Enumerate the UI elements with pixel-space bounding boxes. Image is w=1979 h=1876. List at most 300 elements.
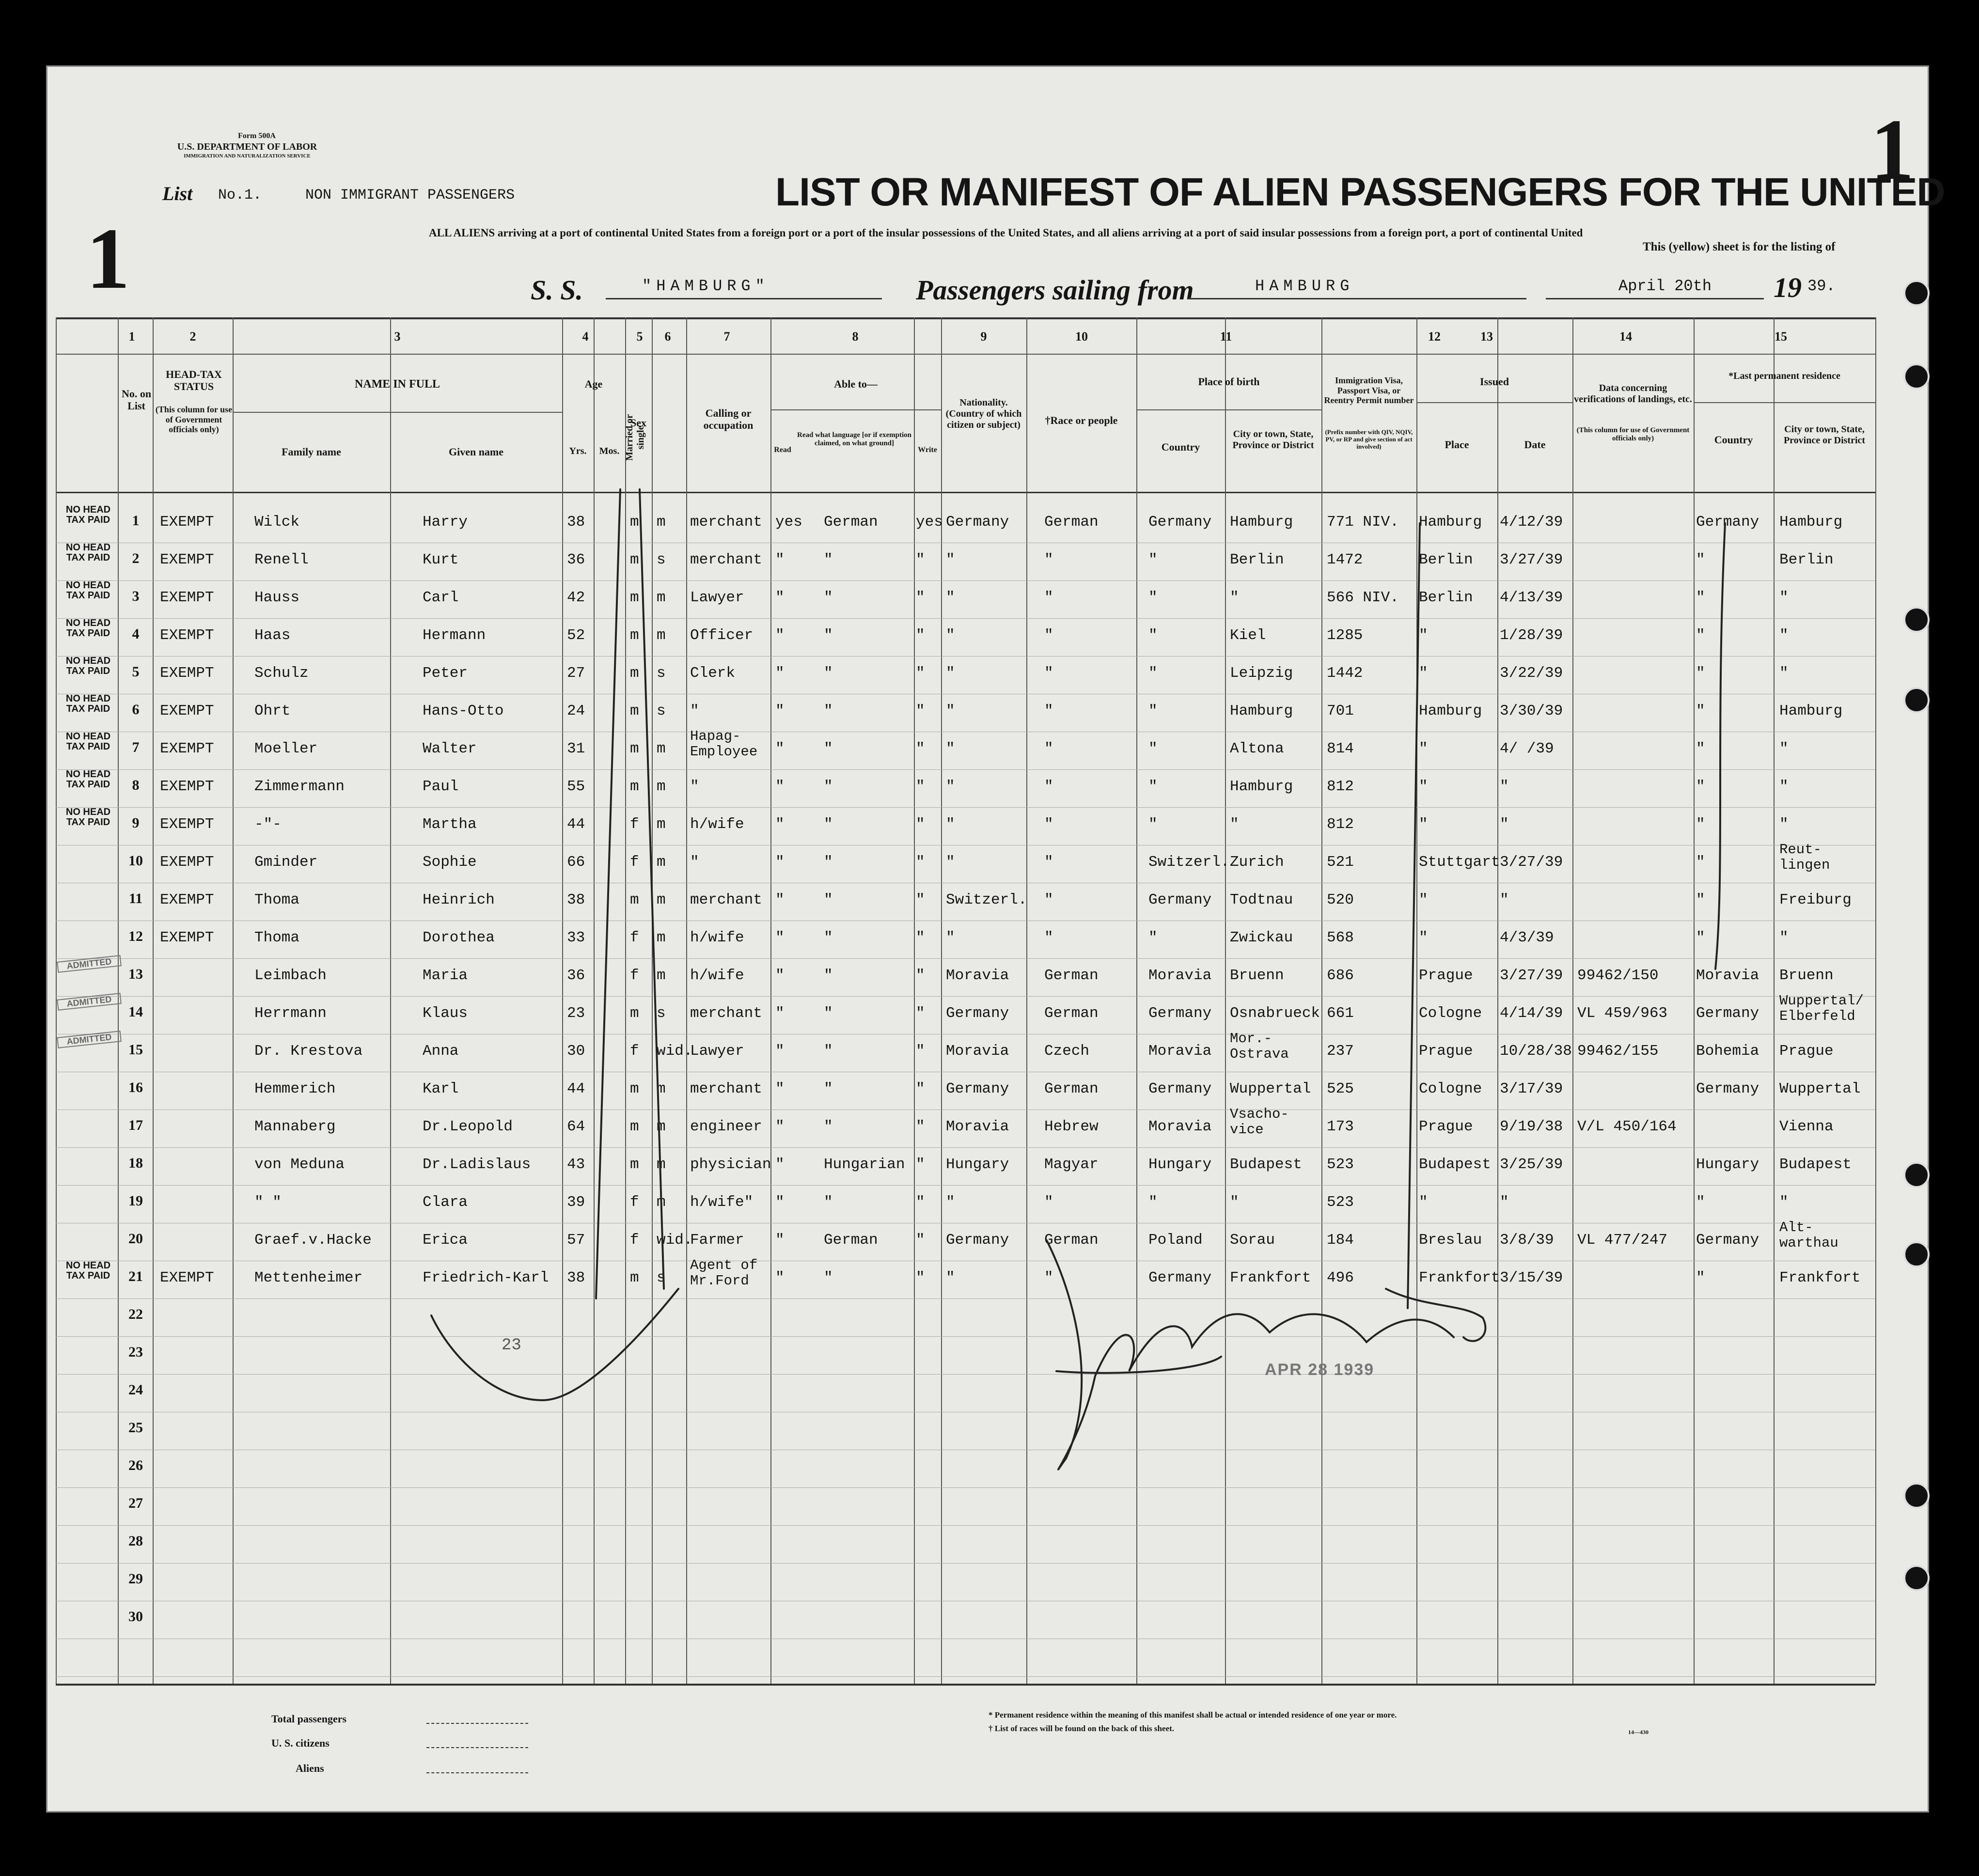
head-tax-stamp: NO HEAD TAX PAID	[65, 769, 111, 790]
row-number: 27	[128, 1495, 143, 1511]
sex: m	[630, 551, 639, 568]
birth-country: Moravia	[1148, 1118, 1212, 1135]
birth-city: Vsacho- vice	[1230, 1106, 1289, 1138]
list-type: NON IMMIGRANT PASSENGERS	[305, 187, 515, 203]
subtitle-line-2: This (yellow) sheet is for the listing of	[1643, 240, 1836, 253]
ss-label: S. S.	[531, 274, 583, 306]
birth-city: Kiel	[1230, 627, 1266, 644]
age-years: 38	[567, 514, 585, 531]
row-number: 10	[128, 853, 143, 869]
can-write: "	[916, 778, 925, 795]
read-language: "	[824, 929, 833, 946]
can-read: "	[775, 967, 785, 984]
column-header-read-language: Read what language [or if exemption claimed, on what ground]	[797, 431, 911, 448]
marital-status: m	[657, 816, 666, 833]
race: German	[1044, 967, 1099, 984]
sex: f	[630, 1043, 639, 1060]
row-number: 9	[132, 815, 140, 831]
issued-date: 4/12/39	[1500, 514, 1563, 531]
nationality: "	[946, 929, 955, 946]
can-write: "	[916, 967, 925, 984]
nationality: "	[946, 778, 955, 795]
residence-city: Bruenn	[1779, 967, 1834, 984]
marital-status: wid.	[657, 1043, 693, 1060]
head-tax-status: EXEMPT	[160, 589, 214, 606]
row-number: 30	[128, 1609, 143, 1625]
birth-country: "	[1148, 816, 1158, 833]
row-number: 24	[128, 1382, 143, 1398]
column-number: 10	[1075, 329, 1088, 344]
occupation: Officer	[690, 627, 754, 644]
nationality: Moravia	[946, 1043, 1009, 1060]
family-name: Haas	[254, 627, 291, 644]
given-name: Klaus	[423, 1005, 468, 1022]
sex: m	[630, 1005, 639, 1022]
read-language: "	[824, 551, 833, 568]
can-read: "	[775, 1269, 785, 1286]
column-number: 3	[394, 329, 401, 344]
given-name: Martha	[423, 816, 477, 833]
head-tax-status: EXEMPT	[160, 854, 214, 871]
issued-date: "	[1500, 778, 1509, 795]
head-tax-stamp: NO HEAD TAX PAID	[65, 618, 111, 639]
issued-date: 3/22/39	[1500, 665, 1563, 682]
birth-city: Wuppertal	[1230, 1080, 1311, 1097]
column-header-birth-city: City or town, State, Province or District	[1232, 429, 1314, 451]
family-name: Zimmermann	[254, 778, 345, 795]
birth-city: Zwickau	[1230, 929, 1293, 946]
head-tax-stamp: NO HEAD TAX PAID	[65, 1260, 111, 1281]
visa-number: 523	[1327, 1194, 1354, 1211]
read-language: Hungarian	[824, 1156, 905, 1173]
nationality: Hungary	[946, 1156, 1009, 1173]
nationality: "	[946, 551, 955, 568]
can-write: "	[916, 551, 925, 568]
residence-city: Prague	[1779, 1043, 1834, 1060]
issued-date: 4/3/39	[1500, 929, 1554, 946]
can-write: "	[916, 703, 925, 719]
can-write: "	[916, 1080, 925, 1097]
family-name: Hauss	[254, 589, 300, 606]
can-read: "	[775, 816, 785, 833]
given-name: Friedrich-Karl	[423, 1269, 549, 1286]
row-number: 1	[132, 513, 140, 529]
column-header-issued: Issued	[1480, 375, 1509, 388]
race: "	[1044, 929, 1053, 946]
read-language: "	[824, 891, 833, 908]
can-write: "	[916, 665, 925, 682]
admitted-stamp: ADMITTED	[57, 955, 122, 973]
family-name: Ohrt	[254, 703, 291, 719]
family-name: Wilck	[254, 514, 300, 531]
issued-place: Berlin	[1419, 551, 1473, 568]
given-name: Carl	[423, 589, 459, 606]
given-name: Peter	[423, 665, 468, 682]
residence-country: Bohemia	[1696, 1043, 1759, 1060]
birth-country: "	[1148, 551, 1158, 568]
occupation: "	[690, 778, 699, 795]
marital-status: m	[657, 627, 666, 644]
race: German	[1044, 514, 1099, 531]
column-number: 11	[1220, 329, 1232, 344]
read-language: "	[824, 778, 833, 795]
head-tax-status: EXEMPT	[160, 816, 214, 833]
age-years: 44	[567, 1080, 585, 1097]
head-tax-status: EXEMPT	[160, 551, 214, 568]
issued-place: "	[1419, 1194, 1428, 1211]
head-tax-status: EXEMPT	[160, 929, 214, 946]
can-write: "	[916, 589, 925, 606]
nationality: Germany	[946, 514, 1009, 531]
issued-date: "	[1500, 1194, 1509, 1211]
sex: m	[630, 1269, 639, 1286]
family-name: Gminder	[254, 854, 318, 871]
row-number: 4	[132, 626, 140, 642]
can-read: "	[775, 778, 785, 795]
birth-country: "	[1148, 778, 1158, 795]
age-years: 27	[567, 665, 585, 682]
family-name: Renell	[254, 551, 309, 568]
row-number: 29	[128, 1571, 143, 1587]
sex: f	[630, 854, 639, 871]
birth-country: Poland	[1148, 1232, 1203, 1249]
issued-place: Budapest	[1419, 1156, 1491, 1173]
family-name: -"-	[254, 816, 282, 833]
occupation: merchant	[690, 551, 762, 568]
age-years: 57	[567, 1232, 585, 1249]
sex: m	[630, 891, 639, 908]
birth-city: "	[1230, 816, 1239, 833]
issued-place: Hamburg	[1419, 703, 1482, 719]
column-header-landings: Data concerning verifications of landings, etc.	[1574, 383, 1692, 405]
occupation: merchant	[690, 514, 762, 531]
residence-country: "	[1696, 665, 1705, 682]
birth-country: Moravia	[1148, 1043, 1212, 1060]
birth-country: "	[1148, 740, 1158, 757]
residence-country: Germany	[1696, 514, 1759, 531]
birth-country: Germany	[1148, 1005, 1212, 1022]
race: "	[1044, 854, 1053, 871]
sex: m	[630, 514, 639, 531]
head-tax-stamp: NO HEAD TAX PAID	[65, 656, 111, 676]
row-number: 20	[128, 1231, 143, 1247]
residence-country: Germany	[1696, 1080, 1759, 1097]
family-name: Leimbach	[254, 967, 327, 984]
can-read: "	[775, 703, 785, 719]
row-number: 26	[128, 1457, 143, 1473]
nationality: "	[946, 816, 955, 833]
column-header-head-tax-note: (This column for use of Government officials only)	[155, 405, 233, 435]
race: "	[1044, 778, 1053, 795]
can-read: "	[775, 627, 785, 644]
row-number: 12	[128, 928, 143, 944]
occupation: h/wife	[690, 929, 744, 946]
given-name: Walter	[423, 740, 477, 757]
residence-country: "	[1696, 589, 1705, 606]
birth-country: Moravia	[1148, 967, 1212, 984]
curl-mark	[1386, 1289, 1485, 1341]
race: German	[1044, 1232, 1099, 1249]
row-number: 21	[128, 1268, 143, 1284]
given-name: Dorothea	[423, 929, 495, 946]
residence-country: "	[1696, 816, 1705, 833]
occupation: physician	[690, 1156, 771, 1173]
column-number: 9	[980, 329, 987, 344]
can-write: "	[916, 1232, 925, 1249]
residence-city: "	[1779, 778, 1789, 795]
row-number: 17	[128, 1117, 143, 1133]
residence-city: "	[1779, 1194, 1789, 1211]
can-read: "	[775, 1118, 785, 1135]
issued-date: 3/27/39	[1500, 967, 1563, 984]
race: "	[1044, 891, 1053, 908]
marital-status: m	[657, 740, 666, 757]
occupation: "	[690, 703, 699, 719]
race: "	[1044, 589, 1053, 606]
admitted-stamp: ADMITTED	[57, 1031, 122, 1048]
issued-place: Prague	[1419, 967, 1473, 984]
column-header-able-to: Able to—	[834, 378, 878, 390]
column-number: 4	[582, 329, 589, 344]
column-header-write: Write	[918, 446, 937, 454]
residence-country: "	[1696, 703, 1705, 719]
nationality: "	[946, 589, 955, 606]
given-name: Harry	[423, 514, 468, 531]
can-read: "	[775, 1043, 785, 1060]
landing-data: V/L 450/164	[1577, 1118, 1677, 1135]
birth-city: "	[1230, 589, 1239, 606]
column-number: 15	[1775, 329, 1787, 344]
given-name: Clara	[423, 1194, 468, 1211]
occupation: Lawyer	[690, 1043, 744, 1060]
list-label: List	[162, 183, 193, 204]
birth-city: Osnabrueck	[1230, 1005, 1320, 1022]
column-header-issued-date: Date	[1524, 438, 1546, 451]
issued-place: "	[1419, 929, 1428, 946]
family-name: Thoma	[254, 891, 300, 908]
visa-number: 568	[1327, 929, 1354, 946]
read-language: "	[824, 627, 833, 644]
visa-number: 701	[1327, 703, 1354, 719]
age-years: 39	[567, 1194, 585, 1211]
ship-name: "HAMBURG"	[642, 277, 770, 295]
can-write: "	[916, 929, 925, 946]
occupation: h/wife	[690, 816, 744, 833]
landing-data: VL 477/247	[1577, 1232, 1668, 1249]
marital-status: m	[657, 1080, 666, 1097]
row-number: 8	[132, 777, 140, 793]
issued-place: "	[1419, 665, 1428, 682]
given-name: Hans-Otto	[423, 703, 504, 719]
given-name: Sophie	[423, 854, 477, 871]
row-number: 11	[128, 891, 143, 907]
sex: f	[630, 816, 639, 833]
head-tax-status: EXEMPT	[160, 740, 214, 757]
occupation: h/wife"	[690, 1194, 754, 1211]
age-years: 36	[567, 551, 585, 568]
can-write: "	[916, 740, 925, 757]
family-name: Mettenheimer	[254, 1269, 363, 1286]
marital-status: m	[657, 854, 666, 871]
family-name: Mannaberg	[254, 1118, 336, 1135]
nationality: "	[946, 1194, 955, 1211]
nationality: Germany	[946, 1080, 1009, 1097]
visa-number: 812	[1327, 816, 1354, 833]
marital-status: s	[657, 551, 666, 568]
family-name: Schulz	[254, 665, 309, 682]
can-read: "	[775, 740, 785, 757]
occupation: Clerk	[690, 665, 736, 682]
sailing-label: Passengers sailing from	[916, 274, 1194, 306]
column-number: 1	[128, 329, 135, 344]
visa-number: 814	[1327, 740, 1354, 757]
family-name: Dr. Krestova	[254, 1043, 363, 1060]
column-number: 12	[1428, 329, 1441, 344]
given-name: Hermann	[423, 627, 486, 644]
race: "	[1044, 1269, 1053, 1286]
visa-number: 237	[1327, 1043, 1354, 1060]
us-citizens-label: U. S. citizens	[271, 1737, 330, 1749]
can-write: "	[916, 1194, 925, 1211]
residence-country: "	[1696, 778, 1705, 795]
column-header-married: Married or single	[624, 414, 646, 461]
birth-country: Germany	[1148, 1269, 1212, 1286]
residence-country: "	[1696, 740, 1705, 757]
issued-place: Berlin	[1419, 589, 1473, 606]
landing-data: 99462/155	[1577, 1043, 1659, 1060]
issued-place: Frankfort	[1419, 1269, 1500, 1286]
residence-city: "	[1779, 740, 1789, 757]
head-tax-status: EXEMPT	[160, 627, 214, 644]
row-number: 2	[132, 550, 140, 566]
family-name: " "	[254, 1194, 282, 1211]
page-count-note: 23	[502, 1336, 521, 1355]
column-header-issued-place: Place	[1445, 438, 1469, 451]
issued-date: 3/27/39	[1500, 551, 1563, 568]
visa-number: 521	[1327, 854, 1354, 871]
head-tax-stamp: NO HEAD TAX PAID	[65, 807, 111, 828]
birth-city: Hamburg	[1230, 514, 1293, 531]
issued-place: "	[1419, 816, 1428, 833]
visa-number: 496	[1327, 1269, 1354, 1286]
column-header-birth-country: Country	[1161, 441, 1200, 453]
age-years: 44	[567, 816, 585, 833]
birth-city: Mor.- Ostrava	[1230, 1031, 1289, 1062]
read-language: "	[824, 740, 833, 757]
aliens-label: Aliens	[296, 1762, 324, 1774]
sailing-date: April 20th	[1618, 277, 1712, 295]
visa-number: 771 NIV.	[1327, 514, 1399, 531]
nationality: "	[946, 854, 955, 871]
residence-city: Frankfort	[1779, 1269, 1861, 1286]
row-number: 13	[128, 966, 143, 982]
issued-place: Cologne	[1419, 1005, 1482, 1022]
occupation: Agent of Mr.Ford	[690, 1257, 758, 1289]
column-number: 8	[852, 329, 859, 344]
admitted-stamp: ADMITTED	[57, 993, 122, 1011]
nationality: "	[946, 627, 955, 644]
landing-data: 99462/150	[1577, 967, 1659, 984]
sex: m	[630, 703, 639, 719]
birth-country: Germany	[1148, 891, 1212, 908]
residence-country: "	[1696, 627, 1705, 644]
age-years: 66	[567, 854, 585, 871]
column-header-read: Read	[774, 446, 791, 454]
age-years: 33	[567, 929, 585, 946]
head-tax-stamp: NO HEAD TAX PAID	[65, 693, 111, 714]
visa-number: 812	[1327, 778, 1354, 795]
nationality: Germany	[946, 1005, 1009, 1022]
sex: f	[630, 1232, 639, 1249]
can-read: "	[775, 891, 785, 908]
issued-date: 4/ /39	[1500, 740, 1554, 757]
head-tax-stamp: NO HEAD TAX PAID	[65, 731, 111, 752]
column-header-visa: Immigration Visa, Passport Visa, or Reentry Permit number	[1324, 375, 1414, 406]
column-header-yrs: Yrs.	[569, 446, 587, 456]
head-tax-stamp: NO HEAD TAX PAID	[65, 542, 111, 563]
can-write: yes	[916, 514, 943, 531]
nationality: "	[946, 1269, 955, 1286]
nationality: Switzerl.	[946, 891, 1027, 908]
race: German	[1044, 1005, 1099, 1022]
issued-place: "	[1419, 627, 1428, 644]
residence-country: Moravia	[1696, 967, 1759, 984]
column-header-nationality: Nationality. (Country of which citizen or subject)	[945, 397, 1022, 430]
residence-city: Wuppertal	[1779, 1080, 1861, 1097]
residence-country: "	[1696, 929, 1705, 946]
landing-data: VL 459/963	[1577, 1005, 1668, 1022]
race: Czech	[1044, 1043, 1090, 1060]
read-language: "	[824, 1043, 833, 1060]
sex: m	[630, 1080, 639, 1097]
birth-country: "	[1148, 1194, 1158, 1211]
occupation: Farmer	[690, 1232, 744, 1249]
column-header-place-of-birth: Place of birth	[1198, 375, 1260, 388]
given-name: Karl	[423, 1080, 459, 1097]
birth-country: Hungary	[1148, 1156, 1212, 1173]
family-name: von Meduna	[254, 1156, 345, 1173]
total-passengers-label: Total passengers	[271, 1713, 347, 1725]
nationality: Moravia	[946, 1118, 1009, 1135]
row-number: 16	[128, 1079, 143, 1095]
head-tax-status: EXEMPT	[160, 665, 214, 682]
column-header-age: Age	[584, 378, 603, 390]
service-name: IMMIGRATION AND NATURALIZATION SERVICE	[184, 153, 311, 159]
birth-country: "	[1148, 929, 1158, 946]
can-read: "	[775, 1232, 785, 1249]
age-years: 64	[567, 1118, 585, 1135]
residence-city: "	[1779, 665, 1789, 682]
footnote-residence: * Permanent residence within the meaning of this manifest shall be actual or intended residence of one year or more.	[989, 1710, 1397, 1720]
residence-city: Alt-warthau	[1779, 1219, 1838, 1251]
visa-number: 1285	[1327, 627, 1363, 644]
residence-country: Germany	[1696, 1232, 1759, 1249]
read-language: "	[824, 703, 833, 719]
marital-status: m	[657, 778, 666, 795]
marital-status: s	[657, 703, 666, 719]
given-name: Paul	[423, 778, 459, 795]
can-write: "	[916, 891, 925, 908]
family-name: Moeller	[254, 740, 318, 757]
footnote-races: † List of races will be found on the back of this sheet.	[989, 1724, 1174, 1733]
sex: m	[630, 778, 639, 795]
sheet-number-left: 1	[86, 210, 130, 307]
can-read: "	[775, 589, 785, 606]
column-number: 14	[1619, 329, 1632, 344]
column-header-family-name: Family name	[282, 446, 341, 458]
can-write: "	[916, 1005, 925, 1022]
birth-city: Hamburg	[1230, 703, 1293, 719]
